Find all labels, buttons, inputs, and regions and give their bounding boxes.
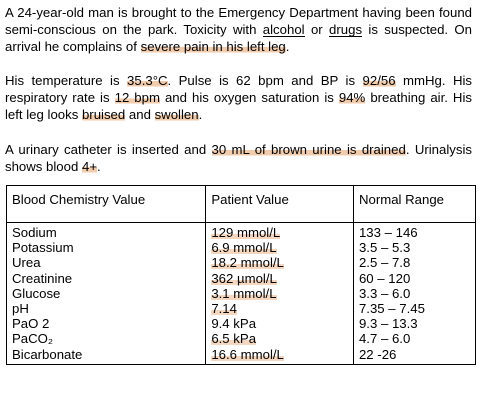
- text-run: or: [304, 22, 330, 37]
- highlight-resp-rate: 12 bpm: [114, 90, 160, 105]
- test-names-cell: [7, 223, 206, 365]
- highlight-value: 7.14: [211, 300, 237, 316]
- highlight-bp: 92/56: [362, 73, 396, 88]
- table-header-row: [7, 186, 476, 223]
- text-run: His temperature is: [5, 73, 128, 88]
- test-name: Creatinine: [12, 270, 73, 286]
- patient-values-cell: [206, 223, 354, 365]
- patient-value: [211, 301, 348, 316]
- highlight-swollen: swollen: [154, 107, 199, 122]
- highlight-bruised: bruised: [81, 107, 126, 122]
- case-paragraph-3: [5, 141, 472, 175]
- highlight-value: 362 µmol/L: [211, 270, 277, 286]
- text-run: .: [97, 159, 101, 174]
- highlight-blood: 4+: [81, 159, 98, 174]
- patient-value: [211, 271, 348, 286]
- header-test: Blood Chemistry Value: [7, 186, 206, 223]
- patient-value: [211, 240, 348, 255]
- highlight-temperature: 35.3°C: [127, 73, 168, 88]
- highlight-value: 3.1 mmol/L: [211, 285, 277, 301]
- header-normal-range: Normal Range: [353, 186, 475, 223]
- normal-range: 133 – 146: [358, 225, 418, 240]
- highlight-drugs: drugs: [329, 22, 363, 37]
- text-run: is suspected. On arrival he complains of: [5, 22, 473, 54]
- text-run: breathing air. His left leg looks: [5, 90, 472, 122]
- highlight-alcohol: alcohol: [262, 22, 305, 37]
- highlight-value: 16.6 mmol/L: [211, 346, 284, 362]
- test-name: Sodium: [12, 225, 57, 240]
- highlight-value: 6.5 kPa: [211, 331, 257, 347]
- test-name: Bicarbonate: [12, 346, 83, 362]
- blood-chemistry-table: [6, 185, 476, 365]
- highlight-leg-pain: severe pain in his left leg: [140, 39, 286, 54]
- patient-value: [211, 331, 348, 346]
- test-name: PaO 2: [12, 316, 50, 332]
- highlight-saturation: 94%: [338, 90, 366, 105]
- table-body-row: [7, 223, 476, 365]
- case-paragraph-1: [5, 4, 472, 55]
- normal-range: 2.5 – 7.8: [358, 255, 411, 271]
- normal-range: 7.35 – 7.45: [358, 300, 425, 316]
- normal-range: 22 -26: [358, 346, 397, 362]
- highlight-value: 18.2 mmol/L: [211, 255, 284, 271]
- highlight-urine: 30 mL of brown urine is drained: [211, 142, 406, 157]
- text-run: and his oxygen saturation is: [159, 90, 339, 105]
- highlight-value: 129 mmol/L: [211, 225, 281, 240]
- highlight-value: 6.9 mmol/L: [211, 240, 277, 256]
- patient-value: 9.4 kPa: [211, 316, 257, 332]
- normal-ranges-cell: [353, 223, 475, 365]
- patient-value: [211, 255, 348, 270]
- test-name: Urea: [12, 255, 41, 271]
- text-run: A 24-year-old man is brought to the Emergency Department having been found semi-conscious on the park. Toxicity with: [5, 5, 472, 37]
- normal-range: 3.5 – 5.3: [358, 240, 411, 256]
- text-run: . Urinalysis shows blood: [5, 142, 472, 174]
- text-run: .: [198, 107, 203, 122]
- test-name: Potassium: [12, 240, 74, 256]
- text-run: A urinary catheter is inserted and: [5, 142, 212, 157]
- test-name: pH: [12, 300, 29, 316]
- case-paragraph-2: [5, 72, 472, 123]
- normal-range: 60 – 120: [358, 270, 411, 286]
- text-run: and: [125, 107, 155, 122]
- normal-range: 3.3 – 6.0: [358, 285, 411, 301]
- patient-value: [211, 347, 348, 362]
- test-name: PaCO₂: [12, 331, 54, 347]
- test-name: Glucose: [12, 285, 61, 301]
- text-run: .: [285, 39, 290, 54]
- patient-value: [211, 225, 348, 240]
- normal-range: 9.3 – 13.3: [358, 316, 418, 332]
- text-run: . Pulse is 62 bpm and BP is: [167, 73, 363, 88]
- normal-range: 4.7 – 6.0: [358, 331, 411, 347]
- header-patient-value: Patient Value: [206, 186, 354, 223]
- text-run: mmHg. His respiratory rate is: [5, 73, 472, 105]
- patient-value: [211, 286, 348, 301]
